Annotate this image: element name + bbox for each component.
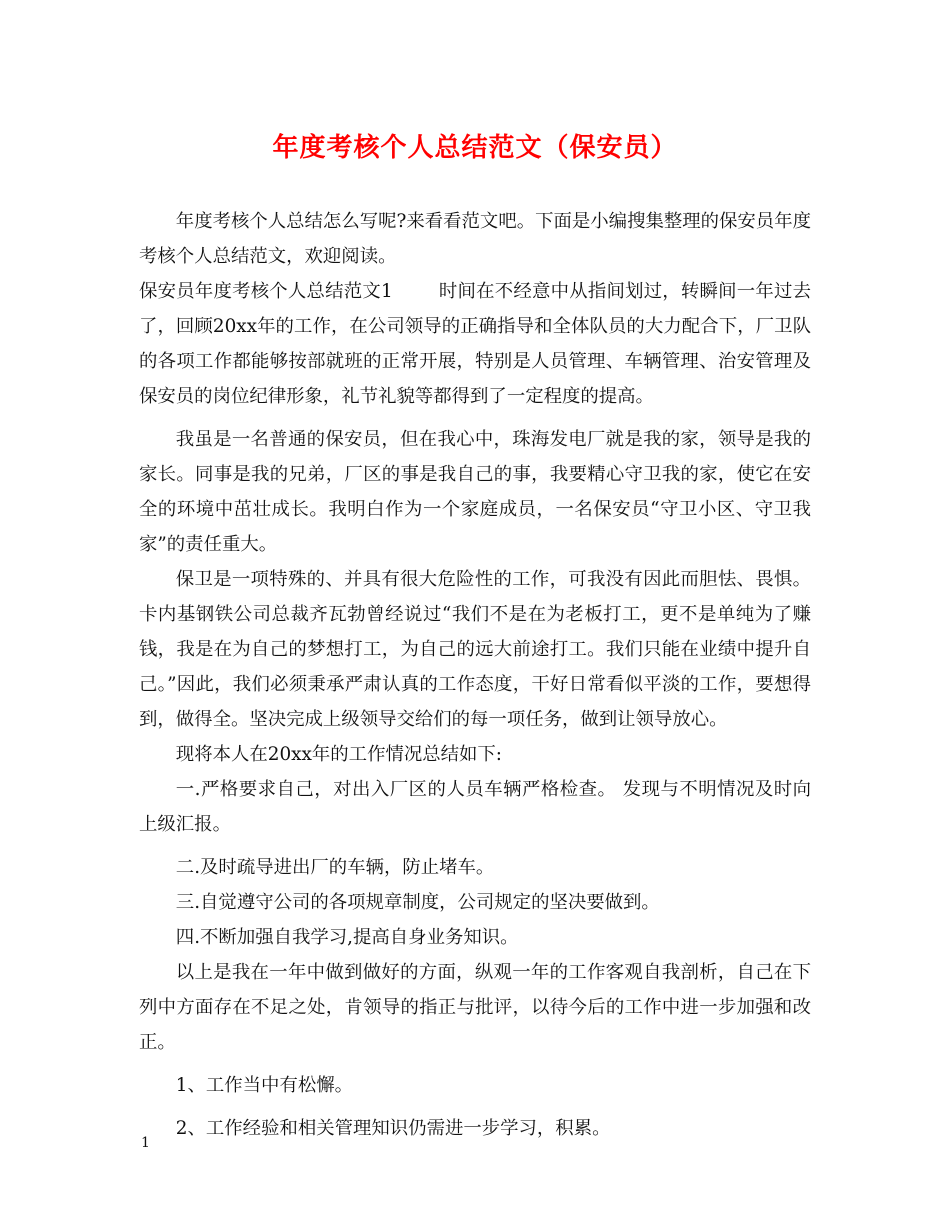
paragraph-2: 我虽是一名普通的保安员，但在我心中，珠海发电厂就是我的家，领导是我的家长。同事是我的兄弟，厂区的事是我自己的事，我要精心守卫我的家，使它在安全的环境中茁壮成长。我明白作为一个家庭成员，一名保安员“守卫小区、守卫我家”的责任重大。	[139, 429, 811, 555]
sample-paragraph	[139, 274, 811, 414]
document-body	[139, 204, 811, 1146]
paragraph-1: 时间在不经意中从指间划过，转瞬间一年过去了，回顾20xx年的工作，在公司领导的正确指导和全体队员的大力配合下，厂卫队的各项工作都能够按部就班的正常开展，特别是人员管理、车辆管理、治安管理及保安员的岗位纪律形象，礼节礼貌等都得到了一定程度的提高。	[139, 281, 811, 407]
document-title: 年度考核个人总结范文（保安员）	[272, 133, 678, 163]
list-item-2: 二.及时疏导进出厂的车辆，防止堵车。	[175, 857, 495, 878]
paragraph-4: 现将本人在20xx年的工作情况总结如下:	[175, 744, 502, 765]
paragraph-5: 以上是我在一年中做到做好的方面，纵观一年的工作客观自我剖析，自己在下列中方面存在不足之处，肯领导的指正与批评，以待今后的工作中进一步加强和改正。	[139, 962, 811, 1053]
weakness-item-1: 1、工作当中有松懈。	[175, 1075, 354, 1096]
weakness-item-2: 2、工作经验和相关管理知识仍需进一步学习，积累。	[175, 1118, 611, 1139]
paragraph-3: 保卫是一项特殊的、并具有很大危险性的工作，可我没有因此而胆怯、畏惧。卡内基钢铁公司总裁齐瓦勃曾经说过“我们不是在为老板打工，更不是单纯为了赚钱，我是在为自己的梦想打工，为自己的远大前途打工。我们只能在业绩中提升自己。”因此，我们必须秉承严肃认真的工作态度，干好日常看似平淡的工作，要想得到，做得全。坚决完成上级领导交给们的每一项任务，做到让领导放心。	[139, 569, 811, 730]
sample-heading: 保安员年度考核个人总结范文1	[139, 281, 393, 302]
list-item-3: 三.自觉遵守公司的各项规章制度，公司规定的坚决要做到。	[175, 892, 660, 913]
list-item-1: 一.严格要求自己，对出入厂区的人员车辆严格检查。 发现与不明情况及时向上级汇报。	[139, 779, 811, 835]
list-item-4: 四.不断加强自我学习,提高自身业务知识。	[175, 927, 519, 948]
intro-paragraph: 年度考核个人总结怎么写呢?来看看范文吧。下面是小编搜集整理的保安员年度考核个人总结范文，欢迎阅读。	[139, 211, 811, 267]
page-number: 1	[141, 1135, 150, 1151]
